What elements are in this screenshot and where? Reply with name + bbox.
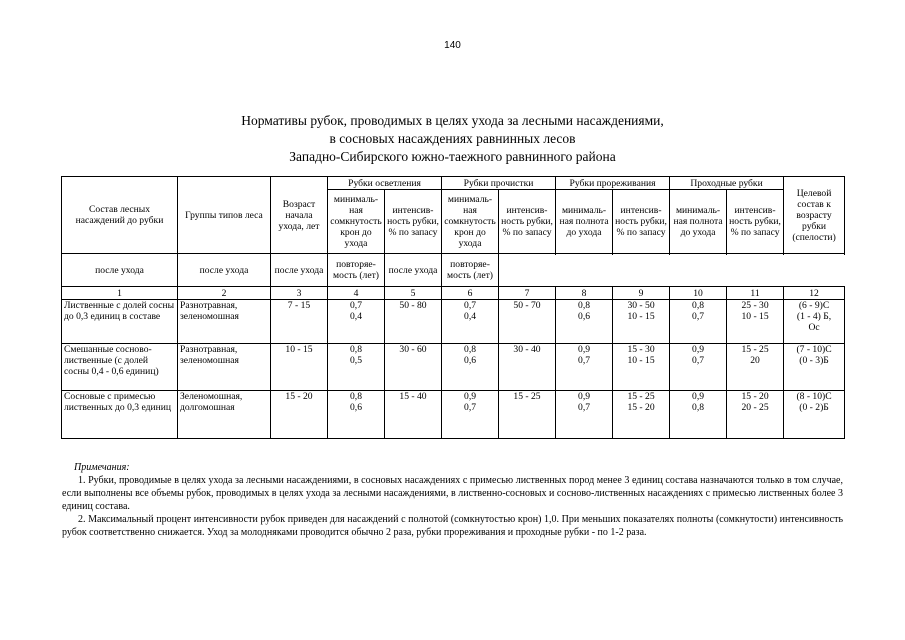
header-min-density-1: минималь-ная полнота до ухода: [556, 190, 613, 254]
header-forest-type-groups: Группы типов леса: [178, 177, 271, 254]
row-value: 25 - 30 10 - 15: [727, 300, 784, 344]
header-after-care-1: после ухода: [62, 254, 178, 287]
header-after-care-4: после ухода: [385, 254, 442, 287]
row-value: 0,8 0,6: [328, 391, 385, 439]
header-repeatability-2: повторяе-мость (лет): [442, 254, 499, 287]
header-cleaning: Рубки прочистки: [442, 177, 556, 190]
row-target: (6 - 9)С (1 - 4) Б, Ос: [784, 300, 845, 344]
row-value: 30 - 40: [499, 344, 556, 391]
title-line-3: Западно-Сибирского южно-таежного равнинного района: [289, 149, 616, 164]
row-value: 0,8 0,5: [328, 344, 385, 391]
row-value: 15 - 40: [385, 391, 442, 439]
row-value: 50 - 80: [385, 300, 442, 344]
row-forest-type: Зеленомошная, долгомошная: [178, 391, 271, 439]
column-number: 7: [499, 287, 556, 300]
header-clarification: Рубки осветления: [328, 177, 442, 190]
column-number: 4: [328, 287, 385, 300]
row-value: 0,9 0,7: [442, 391, 499, 439]
row-value: 0,8 0,6: [442, 344, 499, 391]
row-value: 30 - 50 10 - 15: [613, 300, 670, 344]
header-intensity-1: интенсив-ность рубки, % по запасу: [385, 190, 442, 254]
row-value: 0,8 0,7: [670, 300, 727, 344]
column-number: 11: [727, 287, 784, 300]
header-composition: Состав лесных насаждений до рубки: [62, 177, 178, 254]
row-age: 10 - 15: [271, 344, 328, 391]
row-value: 50 - 70: [499, 300, 556, 344]
row-value: 0,9 0,7: [556, 391, 613, 439]
column-number: 2: [178, 287, 271, 300]
row-value: 15 - 25: [499, 391, 556, 439]
table-row: [62, 391, 845, 439]
note-2: 2. Максимальный процент интенсивности рубок приведен для насаждений с полнотой (сомкнутостью крон) 1,0. При меньших показателях полноты (сомкнутости) интенсивность рубок соответственно снижается. Уход за молодняками проводится обычно 2 раза, рубки прореживания и проходные рубки - по 1-2 раза.: [62, 514, 843, 538]
column-number: 5: [385, 287, 442, 300]
header-repeatability-1: повторяе-мость (лет): [328, 254, 385, 287]
column-number: 12: [784, 287, 845, 300]
title-line-1: Нормативы рубок, проводимых в целях ухода за лесными насаждениями,: [241, 113, 664, 128]
row-target: (8 - 10)С (0 - 2)Б: [784, 391, 845, 439]
row-value: 15 - 20 20 - 25: [727, 391, 784, 439]
row-value: 15 - 30 10 - 15: [613, 344, 670, 391]
row-age: 7 - 15: [271, 300, 328, 344]
row-value: 0,8 0,6: [556, 300, 613, 344]
title-line-2: в сосновых насаждениях равнинных лесов: [329, 131, 576, 146]
row-composition: Смешанные сосново-лиственные (с долей сосны 0,4 - 0,6 единиц): [62, 344, 178, 391]
header-passage: Проходные рубки: [670, 177, 784, 190]
row-value: 0,7 0,4: [442, 300, 499, 344]
column-number: 6: [442, 287, 499, 300]
header-target-composition: Целевой состав к возрасту рубки (спелости): [784, 177, 845, 254]
header-start-age: Возраст начала ухода, лет: [271, 177, 328, 254]
notes-section: [62, 461, 843, 539]
row-target: (7 - 10)С (0 - 3)Б: [784, 344, 845, 391]
header-after-care-2: после ухода: [178, 254, 271, 287]
row-forest-type: Разнотравная, зеленомошная: [178, 344, 271, 391]
table-row: [62, 344, 845, 391]
column-number: 8: [556, 287, 613, 300]
header-min-density-2: минималь-ная полнота до ухода: [670, 190, 727, 254]
header-min-closure-2: минималь-ная сомкнутость крон до ухода: [442, 190, 499, 254]
column-numbers-row: [62, 287, 845, 300]
row-value: 30 - 60: [385, 344, 442, 391]
column-number: 3: [271, 287, 328, 300]
header-thinning: Рубки прореживания: [556, 177, 670, 190]
header-min-closure-1: минималь-ная сомкнутость крон до ухода: [328, 190, 385, 254]
norms-table: [61, 176, 845, 439]
row-value: 0,9 0,7: [556, 344, 613, 391]
table-row: [62, 300, 845, 344]
row-value: 15 - 25 15 - 20: [613, 391, 670, 439]
header-intensity-2: интенсив-ность рубки, % по запасу: [499, 190, 556, 254]
page-number: 140: [444, 40, 461, 51]
column-number: 9: [613, 287, 670, 300]
row-composition: Сосновые с примесью лиственных до 0,3 единиц: [62, 391, 178, 439]
row-age: 15 - 20: [271, 391, 328, 439]
column-number: 1: [62, 287, 178, 300]
row-value: 0,9 0,8: [670, 391, 727, 439]
column-number: 10: [670, 287, 727, 300]
header-after-care-3: после ухода: [271, 254, 328, 287]
header-intensity-3: интенсив-ность рубки, % по запасу: [613, 190, 670, 254]
row-composition: Лиственные с долей сосны до 0,3 единиц в составе: [62, 300, 178, 344]
notes-heading: Примечания:: [74, 462, 130, 473]
document-title: [0, 112, 905, 166]
header-intensity-4: интенсив-ность рубки, % по запасу: [727, 190, 784, 254]
row-forest-type: Разнотравная, зеленомошная: [178, 300, 271, 344]
row-value: 0,9 0,7: [670, 344, 727, 391]
row-value: 15 - 25 20: [727, 344, 784, 391]
row-value: 0,7 0,4: [328, 300, 385, 344]
note-1: 1. Рубки, проводимые в целях ухода за лесными насаждениями, в сосновых насаждениях с примесью лиственных пород менее 3 единиц состава назначаются только в том случае, если выполнены все объемы рубок, проводимых в целях ухода за лесными насаждениями, в лиственно-сосновых и сосново-лиственных насаждениях с примесью лиственных более 3 единиц состава.: [62, 475, 843, 512]
